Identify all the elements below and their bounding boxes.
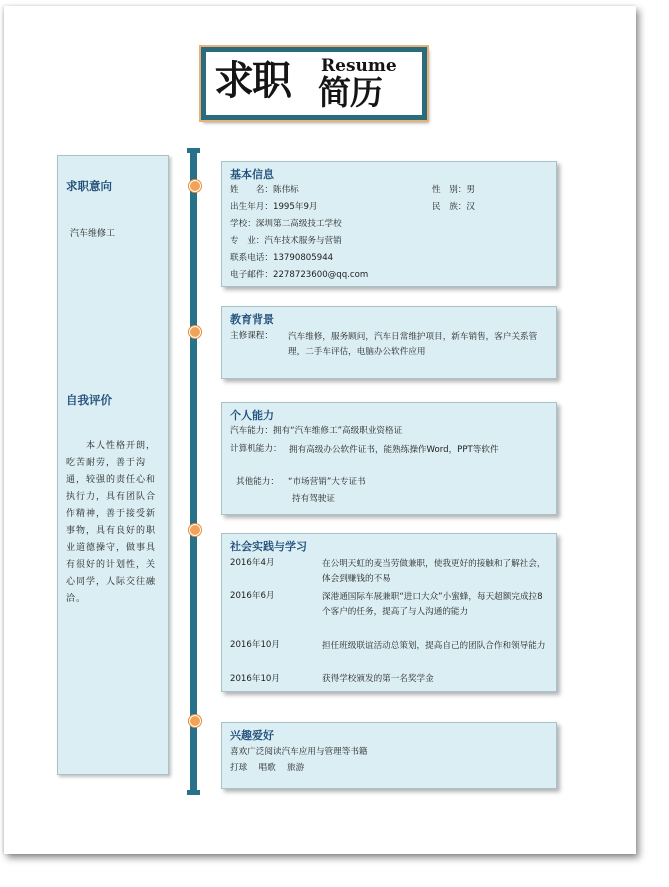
job-intent-heading: 求职意向 xyxy=(66,179,112,193)
school-label: 学校： xyxy=(230,219,256,229)
timeline-bar xyxy=(190,150,197,793)
education-section xyxy=(221,306,557,379)
pc-skill-label: 计算机能力： xyxy=(230,444,282,454)
email-label: 电子邮件： xyxy=(230,270,273,280)
car-skill-label: 汽车能力： xyxy=(230,426,273,436)
timeline-dot xyxy=(189,326,201,338)
basic-info-section xyxy=(221,161,557,287)
self-evaluation-text: 本人性格开朗，吃苦耐劳，善于沟通，较强的责任心和执行力，具有团队合作精神，善于接受新事物，具有良好的职业道德操守，做事具有很好的计划性，关心同学，人际交往融洽。 xyxy=(66,441,157,604)
hobbies-line-1: 喜欢广泛阅读汽车应用与管理等书籍 xyxy=(230,747,368,757)
practice-text: 在公明天虹的麦当劳做兼职，使我更好的接触和了解社会，体会到赚钱的不易 xyxy=(322,559,546,584)
school-value: 深圳第二高级技工学校 xyxy=(255,219,342,229)
resume-title-banner xyxy=(201,47,427,120)
birth-row xyxy=(230,201,318,213)
practice-date: 2016年10月 xyxy=(230,674,280,684)
title-main: 求职 xyxy=(214,57,290,104)
practice-title: 社会实践与学习 xyxy=(230,540,307,553)
practice-date: 2016年4月 xyxy=(230,558,275,568)
car-skill-row xyxy=(230,425,402,437)
practice-date: 2016年6月 xyxy=(230,591,275,601)
sidebar-panel xyxy=(57,155,169,775)
gender-value: 男 xyxy=(466,185,475,195)
email-row xyxy=(230,269,368,281)
ethnic-row xyxy=(432,201,475,213)
title-sub: 简历 xyxy=(318,73,382,112)
phone-row xyxy=(230,252,333,264)
practice-section xyxy=(221,533,557,692)
skills-title: 个人能力 xyxy=(230,409,274,422)
timeline-dot xyxy=(189,524,201,536)
pc-skill-value: 拥有高级办公软件证书，能熟练操作Word，PPT等软件 xyxy=(289,445,499,455)
practice-date: 2016年10月 xyxy=(230,640,280,650)
name-label: 姓 名： xyxy=(230,185,273,195)
skills-section xyxy=(221,402,557,515)
hobbies-title: 兴趣爱好 xyxy=(230,729,274,742)
job-intent-value: 汽车维修工 xyxy=(70,229,116,239)
gender-label: 性 别： xyxy=(432,185,467,195)
title-english: Resume xyxy=(321,56,397,76)
phone-label: 联系电话： xyxy=(230,253,273,263)
birth-label: 出生年月： xyxy=(230,202,273,212)
basic-info-title: 基本信息 xyxy=(230,168,274,181)
major-label: 专 业： xyxy=(230,236,265,246)
car-skill-value: 拥有“汽车维修工”高级职业资格证 xyxy=(272,426,403,436)
courses-value: 汽车维修，服务顾问，汽车日常维护项目，新车销售，客户关系管理，二手车评估，电脑办公软件应用 xyxy=(288,332,538,357)
education-title: 教育背景 xyxy=(230,313,274,326)
email-value: 2278723600@qq.com xyxy=(272,270,369,280)
other-skill-value-2: 持有驾驶证 xyxy=(292,494,335,504)
practice-text: 获得学校颁发的第一名奖学金 xyxy=(322,674,434,684)
other-skill-label: 其他能力： xyxy=(236,477,279,487)
timeline-dot xyxy=(189,715,201,727)
major-value: 汽车技术服务与营销 xyxy=(264,236,342,246)
name-value: 陈伟标 xyxy=(272,185,299,195)
name-row xyxy=(230,184,299,196)
practice-text: 担任班级联谊活动总策划，提高自己的团队合作和领导能力 xyxy=(322,641,546,651)
self-evaluation-heading: 自我评价 xyxy=(66,393,112,407)
hobbies-section xyxy=(221,722,557,789)
birth-value: 1995年9月 xyxy=(272,202,318,212)
school-row xyxy=(230,218,342,230)
timeline-cap-bottom xyxy=(187,790,200,795)
practice-text: 深港通国际车展兼职“进口大众”小蜜蜂，每天超额完成拉8个客户的任务，提高了与人沟通的能力 xyxy=(322,592,543,617)
timeline-dot xyxy=(189,180,201,192)
major-row xyxy=(230,235,342,247)
other-skill-value-1: “市场营销”大专证书 xyxy=(288,477,366,487)
courses-label: 主修课程： xyxy=(230,331,273,341)
phone-value: 13790805944 xyxy=(272,253,334,263)
ethnic-value: 汉 xyxy=(466,202,475,212)
hobbies-line-2: 打球 唱歌 旅游 xyxy=(230,763,305,773)
ethnic-label: 民 族： xyxy=(432,202,467,212)
gender-row xyxy=(432,184,475,196)
timeline-cap-top xyxy=(187,148,200,153)
